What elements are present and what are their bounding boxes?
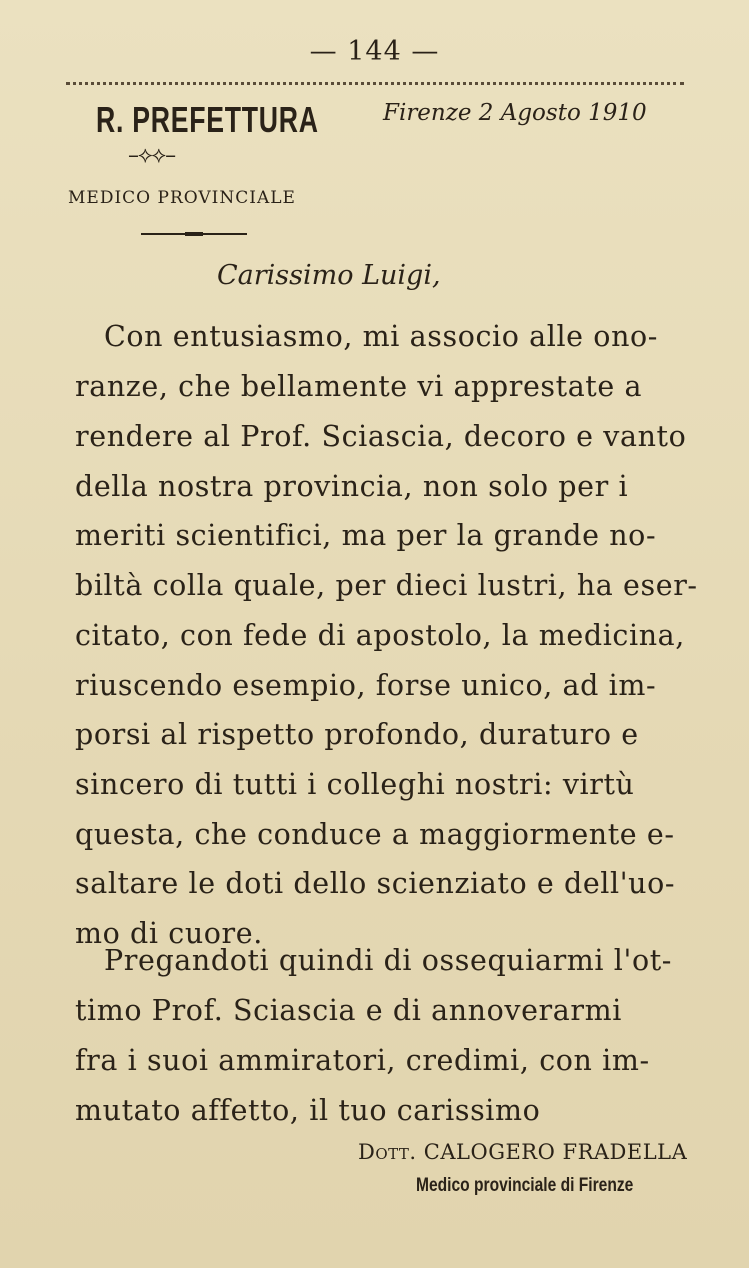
letter-line: Pregandoti quindi di ossequiarmi l'ot-	[104, 944, 672, 977]
letter-line: rendere al Prof. Sciascia, decoro e vanto	[75, 420, 687, 453]
letter-line: mutato affetto, il tuo carissimo	[75, 1094, 541, 1127]
letter-line: fra i suoi ammiratori, credimi, con im-	[75, 1044, 650, 1077]
letter-line: mo di cuore.	[75, 917, 263, 950]
dotted-rule	[66, 82, 684, 85]
ornament: –⟡⟡–	[128, 143, 176, 168]
letter-line: timo Prof. Sciascia e di annoverarmi	[75, 994, 622, 1027]
letter-line: porsi al rispetto profondo, duraturo e	[75, 718, 639, 751]
page-number: — 144 —	[309, 36, 440, 67]
letter-line: questa, che conduce a maggiormente e-	[75, 818, 675, 851]
letter-line: ranze, che bellamente vi apprestate a	[75, 370, 643, 403]
divider-rule	[141, 233, 247, 235]
signature-name: CALOGERO FRADELLA	[423, 1140, 688, 1164]
signature-prefix: Dott.	[358, 1140, 417, 1164]
letter-line: biltà colla quale, per dieci lustri, ha eser-	[75, 569, 698, 602]
dateline: Firenze 2 Agosto 1910	[383, 100, 647, 126]
office-subtitle: MEDICO PROVINCIALE	[68, 188, 296, 208]
letter-line: citato, con fede di apostolo, la medicina,	[75, 619, 685, 652]
letter-line: sincero di tutti i colleghi nostri: virtù	[75, 768, 635, 801]
signature-title: Medico provinciale di Firenze	[416, 1175, 634, 1196]
letter-line: della nostra provincia, non solo per i	[75, 470, 629, 503]
salutation: Carissimo Luigi,	[217, 260, 441, 291]
office-heading: R. PREFETTURA	[96, 99, 319, 140]
letter-line: meriti scientifici, ma per la grande no-	[75, 519, 657, 552]
letter-line: riuscendo esempio, forse unico, ad im-	[75, 669, 657, 702]
letter-line: Con entusiasmo, mi associo alle ono-	[104, 320, 659, 353]
letter-line: saltare le doti dello scienziato e dell'uo-	[75, 867, 676, 900]
signature	[358, 1140, 687, 1164]
